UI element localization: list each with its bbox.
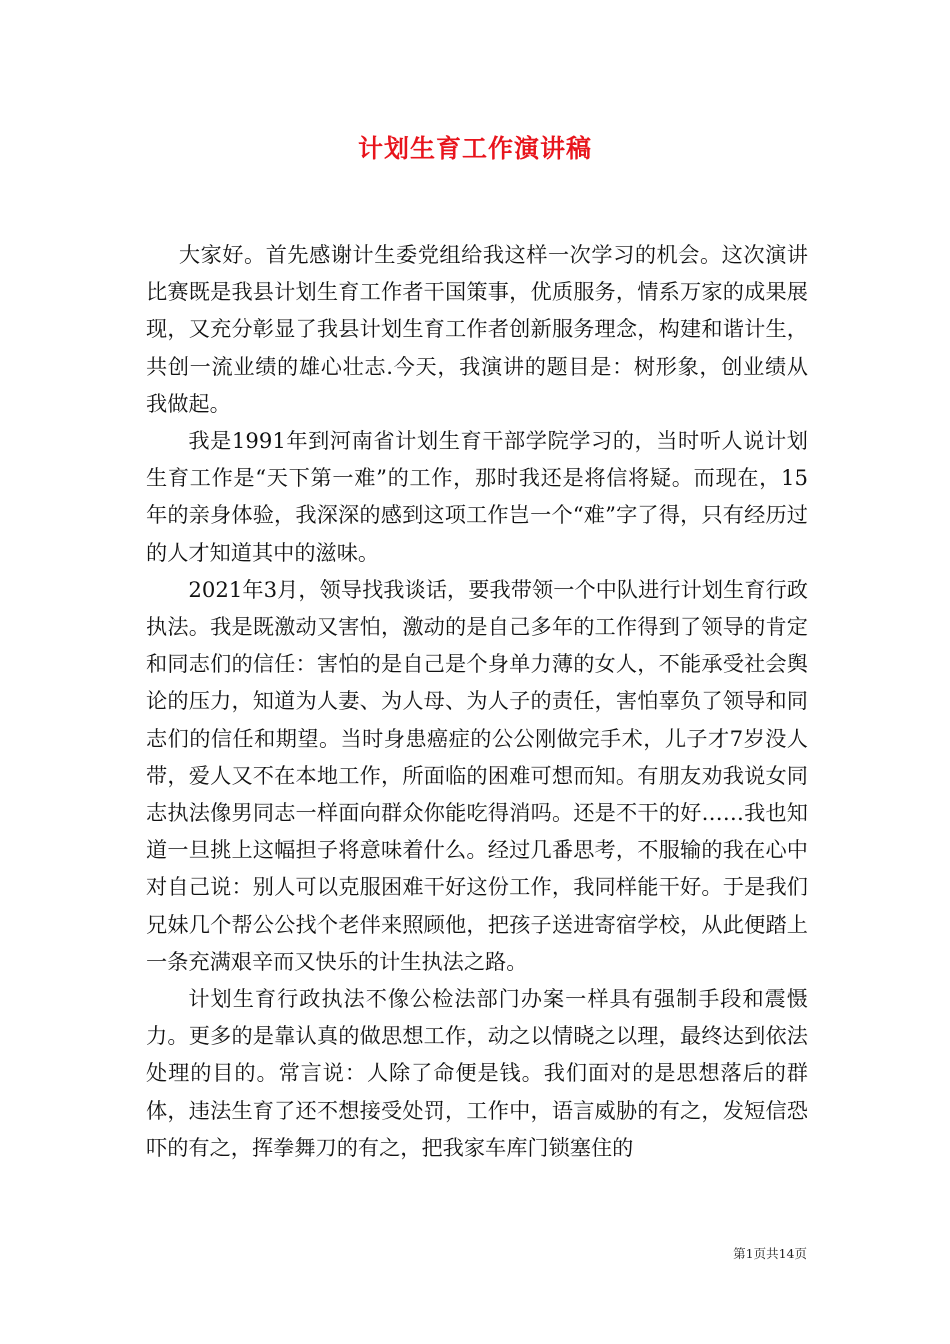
- document-title: 计划生育工作演讲稿: [357, 134, 592, 163]
- paragraph: 2021年3月，领导找我谈话，要我带领一个中队进行计划生育行政执法。我是既激动又害怕，激动的是自己多年的工作得到了领导的肯定和同志们的信任：害怕的是自己是个身单力薄的女人，不能承受社会舆论的压力，知道为人妻、为人母、为人子的责任，害怕辜负了领导和同志们的信任和期望。当时身患癌症的公公刚做完手术，儿子才7岁没人带，爱人又不在本地工作，所面临的困难可想而知。有朋友劝我说女同志执法像男同志一样面向群众你能吃得消吗。还是不干的好……我也知道一旦挑上这幅担子将意味着什么。经过几番思考，不服输的我在心中对自己说：别人可以克服困难干好这份工作，我同样能干好。于是我们兄妹几个帮公公找个老伴来照顾他，把孩子送进寄宿学校，从此便踏上一条充满艰辛而又快乐的计生执法之路。: [146, 576, 808, 974]
- page-number-footer: 第1页共14页: [733, 1246, 807, 1261]
- paragraph: 大家好。首先感谢计生委党组给我这样一次学习的机会。这次演讲比赛既是我县计划生育工作者干国策事，优质服务，情系万家的成果展现，又充分彰显了我县计划生育工作者创新服务理念，构建和谐计生，共创一流业绩的雄心壮志.今天，我演讲的题目是：树形象，创业绩从我做起。: [146, 242, 808, 416]
- paragraph: 计划生育行政执法不像公检法部门办案一样具有强制手段和震慑力。更多的是靠认真的做思想工作，动之以情晓之以理，最终达到依法处理的目的。常言说：人除了命便是钱。我们面对的是思想落后的群体，违法生育了还不想接受处罚，工作中，语言威胁的有之，发短信恐吓的有之，挥拳舞刀的有之，把我家车库门锁塞住的: [146, 986, 808, 1160]
- document-body: [146, 236, 808, 1166]
- paragraph: 我是1991年到河南省计划生育干部学院学习的，当时听人说计划生育工作是“天下第一难”的工作，那时我还是将信将疑。而现在，15年的亲身体验，我深深的感到这项工作岂一个“难”字了得，只有经历过的人才知道其中的滋味。: [146, 428, 808, 565]
